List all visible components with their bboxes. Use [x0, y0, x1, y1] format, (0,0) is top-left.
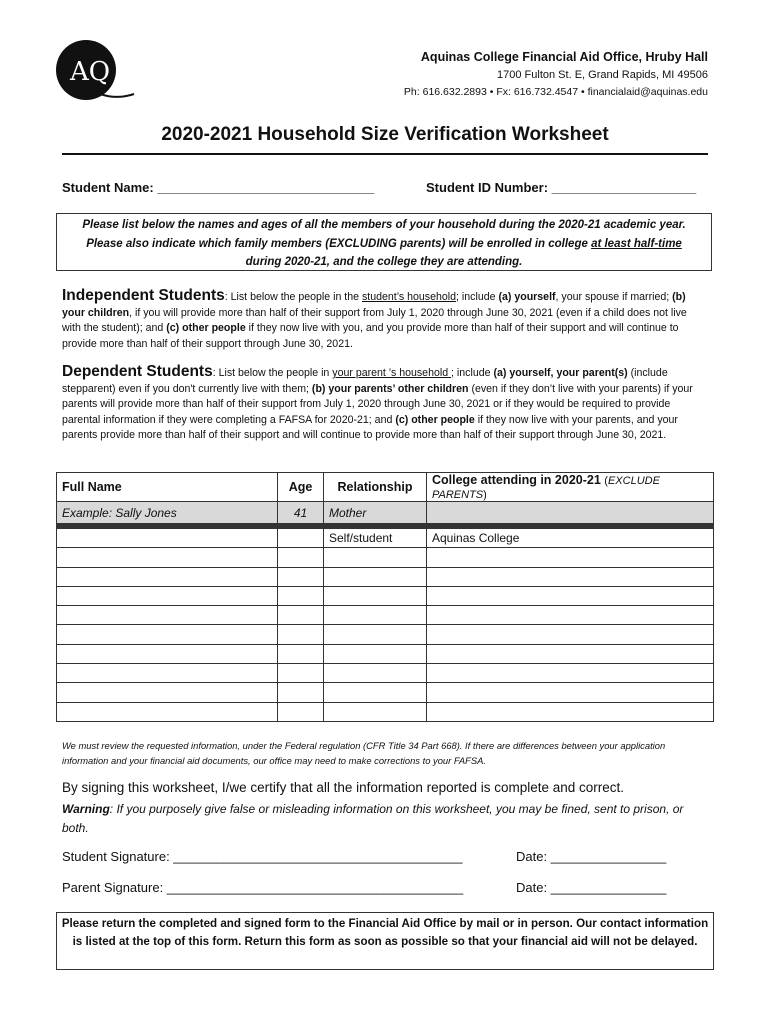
table-row: [57, 606, 714, 625]
federal-regulation-note: We must review the requested information, under the Federal regulation (CFR Title 34 Part 668). If there are differences between your application information and your financial aid documents, our office may need to make corrections to your FAFSA.: [62, 740, 666, 766]
college-cell[interactable]: [427, 567, 714, 586]
student-name-field[interactable]: Student Name: ______________________________: [62, 180, 375, 195]
example-row: [57, 502, 714, 524]
office-address: 1700 Fulton St. E, Grand Rapids, MI 49506: [497, 69, 708, 81]
college-cell[interactable]: [427, 664, 714, 683]
example-college: [427, 502, 714, 524]
table-row: [57, 548, 714, 567]
dependent-heading: Dependent Students: [62, 363, 213, 380]
age-cell[interactable]: [278, 644, 324, 663]
table-row: [57, 644, 714, 663]
example-name: Example: Sally Jones: [57, 502, 278, 524]
college-cell[interactable]: [427, 606, 714, 625]
student-signature-line[interactable]: Student Signature: ________________________________________: [62, 849, 463, 864]
college-cell[interactable]: Aquinas College: [427, 529, 714, 548]
office-contact: Ph: 616.632.2893 • Fx: 616.732.4547 • financialaid@aquinas.edu: [403, 86, 708, 98]
relationship-cell[interactable]: Self/student: [324, 529, 427, 548]
parent-date-line[interactable]: Date: ________________: [516, 880, 667, 895]
college-cell[interactable]: [427, 548, 714, 567]
student-date-line[interactable]: Date: ________________: [516, 849, 667, 864]
college-cell[interactable]: [427, 586, 714, 605]
page-title: 2020-2021 Household Size Verification Worksheet: [161, 124, 609, 145]
col-relationship: Relationship: [324, 473, 427, 502]
relationship-cell[interactable]: [324, 567, 427, 586]
col-full-name: Full Name: [57, 473, 278, 502]
age-cell[interactable]: [278, 683, 324, 702]
name-cell[interactable]: [57, 567, 278, 586]
table-row: [57, 664, 714, 683]
title-rule: [62, 153, 708, 155]
student-id-field[interactable]: Student ID Number: ____________________: [426, 180, 697, 195]
certification-statement: By signing this worksheet, I/we certify that all the information reported is complete and correct.: [62, 780, 625, 795]
name-cell[interactable]: [57, 625, 278, 644]
table-row: [57, 625, 714, 644]
table-header-row: [57, 473, 714, 502]
independent-heading: Independent Students: [62, 287, 225, 304]
return-instructions-box: Please return the completed and signed form to the Financial Aid Office by mail or in person. Our contact information is listed at the top of this form. Return this form as soon as possible so that your financial aid will not be delayed.: [56, 912, 714, 970]
example-relationship: Mother: [324, 502, 427, 524]
table-row: [57, 683, 714, 702]
instructions-line3: during 2020-21, and the college they are attending.: [245, 256, 523, 268]
name-cell[interactable]: [57, 683, 278, 702]
relationship-cell[interactable]: [324, 683, 427, 702]
name-cell[interactable]: [57, 586, 278, 605]
relationship-cell[interactable]: [324, 664, 427, 683]
warning-statement: Warning: If you purposely give false or misleading information on this worksheet, you may be fined, sent to prison, or both.: [62, 802, 684, 835]
age-cell[interactable]: [278, 664, 324, 683]
instructions-box: [56, 213, 712, 271]
age-cell[interactable]: [278, 702, 324, 721]
college-cell[interactable]: [427, 683, 714, 702]
college-cell[interactable]: [427, 644, 714, 663]
age-cell[interactable]: [278, 548, 324, 567]
name-cell[interactable]: [57, 529, 278, 548]
name-cell[interactable]: [57, 606, 278, 625]
instructions-line1: Please list below the names and ages of all the members of your household during the 2020-21 academic year.: [82, 219, 686, 231]
age-cell[interactable]: [278, 567, 324, 586]
relationship-cell[interactable]: [324, 548, 427, 567]
parent-signature-line[interactable]: Parent Signature: _________________________________________: [62, 880, 464, 895]
name-cell[interactable]: [57, 664, 278, 683]
relationship-cell[interactable]: [324, 644, 427, 663]
office-name: Aquinas College Financial Aid Office, Hruby Hall: [420, 50, 708, 64]
relationship-cell[interactable]: [324, 606, 427, 625]
name-cell[interactable]: [57, 702, 278, 721]
relationship-cell[interactable]: [324, 586, 427, 605]
dependent-students-section: Dependent Students: List below the people in your parent ’s household ; include (a) yourself, your parent(s) (include stepparent) even if you don't currently live with them; (b) your parents’ other children (even if they don’t live with your parents) if your parents will provide more than half of their support from July 1, 2020 through June 30, 2021 or if they would be required to provide parental information if they were completing a FAFSA for 2020-21; and (c) other people if they now live with your parents, and your parents provide more than half of their support and will continue to provide more than half of their support through June 30, 2021.: [62, 363, 693, 442]
age-cell[interactable]: [278, 606, 324, 625]
household-table: [56, 472, 714, 722]
independent-students-section: Independent Students: List below the people in the student’s household; include (a) yourself, your spouse if married; (b) your children, if you will provide more than half of their support from July 1, 2020 through June 30, 2021 (even if a child does not live with the student); and (c) other people if they now live with you, and you provide more than half of their support and will continue to provide more than half of their support through June 30, 2021.: [62, 287, 687, 350]
name-cell[interactable]: [57, 644, 278, 663]
table-row: [57, 567, 714, 586]
relationship-cell[interactable]: [324, 625, 427, 644]
col-college: College attending in 2020-21 (EXCLUDE PARENTS): [427, 473, 714, 502]
name-cell[interactable]: [57, 548, 278, 567]
col-age: Age: [278, 473, 324, 502]
table-row: [57, 529, 714, 548]
college-cell[interactable]: [427, 625, 714, 644]
table-row: [57, 586, 714, 605]
age-cell[interactable]: [278, 586, 324, 605]
age-cell[interactable]: [278, 625, 324, 644]
instructions-line2: Please also indicate which family members (EXCLUDING parents) will be enrolled in college at least half-time: [86, 237, 682, 250]
example-age: 41: [278, 502, 324, 524]
age-cell[interactable]: [278, 529, 324, 548]
logo-text: AQ: [70, 57, 111, 87]
table-row: [57, 702, 714, 721]
relationship-cell[interactable]: [324, 702, 427, 721]
college-logo: [48, 28, 142, 112]
college-cell[interactable]: [427, 702, 714, 721]
